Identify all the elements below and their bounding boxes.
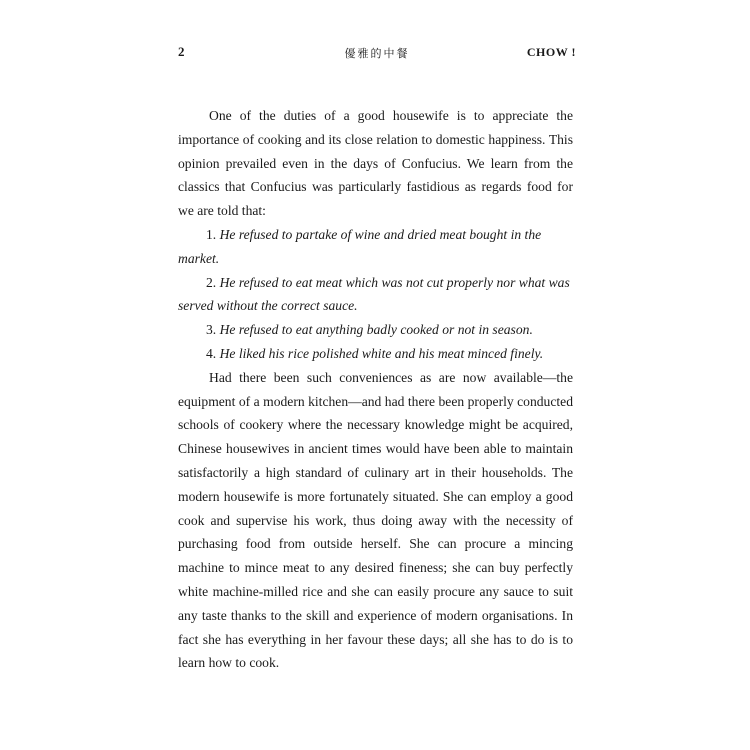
list-item-number: 3. xyxy=(206,322,217,338)
closing-paragraph: Had there been such conveniences as are now available—the equipment of a modern kitchen—and had there been properly conducted schools of cookery where the necessary knowledge might be acquired, Chinese housewives in ancient times would have been able to maintain satisfactorily a high standard of culinary art in their households. The modern housewife is more fortunately situated. She can employ a good cook and supervise his work, thus doing away with the necessity of purchasing food from outside herself. She can procure a mincing machine to mince meat to any desired fineness; she can buy perfectly white machine-milled rice and she can easily procure any sauce to suit any taste thanks to the skill and experience of modern organisations. In fact she has everything in her favour these days; all she has to do is to learn how to cook. xyxy=(178,369,573,671)
body-text xyxy=(178,104,573,675)
list-item-number: 4. xyxy=(206,345,217,361)
list-item-text: He refused to eat meat which was not cut properly nor what was served without the correct sauce. xyxy=(178,274,570,314)
running-header xyxy=(178,44,576,64)
list-item xyxy=(178,318,573,342)
list-item-text: He refused to eat anything badly cooked or not in season. xyxy=(219,322,533,338)
list-item-text: He refused to partake of wine and dried meat bought in the market. xyxy=(178,226,542,266)
list-item-number: 1. xyxy=(206,226,217,242)
running-title: 優雅的中餐 xyxy=(344,47,410,60)
list-item xyxy=(178,223,573,271)
list-item xyxy=(178,342,573,366)
page-number: 2 xyxy=(178,44,185,59)
list-item-text: He liked his rice polished white and his meat minced finely. xyxy=(219,345,544,361)
list-item xyxy=(178,271,573,319)
book-title: CHOW ! xyxy=(526,45,576,59)
intro-paragraph: One of the duties of a good housewife is to appreciate the importance of cooking and its close relation to domestic happiness. This opinion prevailed even in the days of Confucius. We learn from the classics that Confucius was particularly fastidious as regards food for we are told that: xyxy=(178,108,573,219)
list-item-number: 2. xyxy=(206,274,217,290)
